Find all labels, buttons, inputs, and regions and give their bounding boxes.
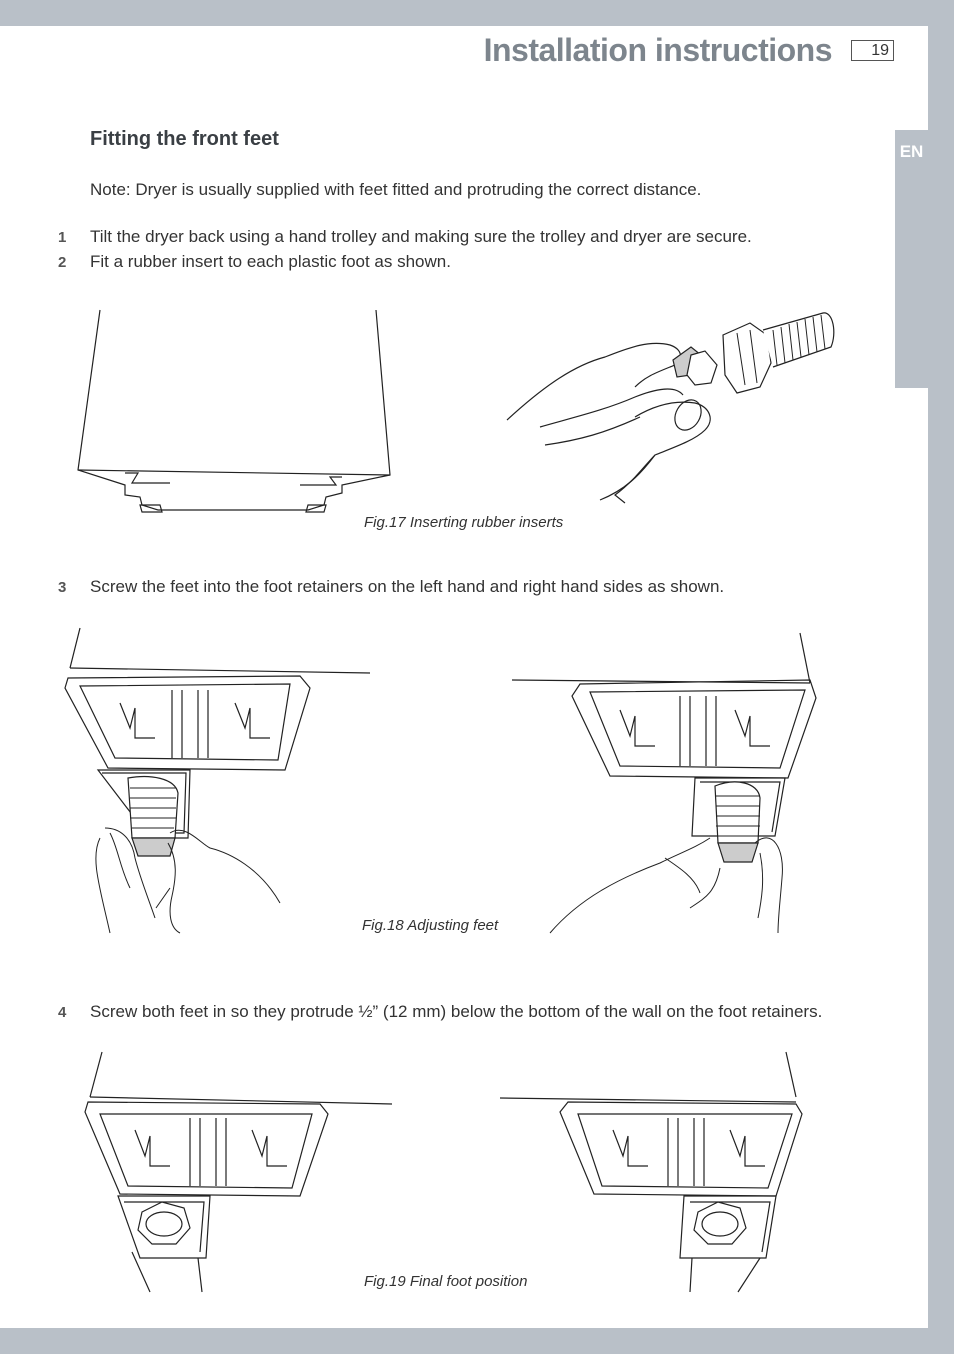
adjusting-foot-left-illustration <box>60 628 380 933</box>
page-title: Installation instructions <box>483 32 832 68</box>
fig18-caption: Fig.18 Adjusting feet <box>362 917 499 934</box>
step-1-number: 1 <box>58 229 67 246</box>
step-3-text: Screw the feet into the foot retainers on the left hand and right hand sides as shown. <box>90 577 725 596</box>
final-foot-right-illustration <box>498 1052 818 1292</box>
step-4-number: 4 <box>58 1004 67 1021</box>
language-tab[interactable] <box>895 130 928 388</box>
section-heading: Fitting the front feet <box>90 128 279 150</box>
step-1-text: Tilt the dryer back using a hand trolley and making sure the trolley and dryer are secure. <box>90 227 752 246</box>
fig19-caption: Fig.19 Final foot position <box>364 1273 528 1290</box>
hand-inserting-insert-illustration <box>505 305 840 510</box>
final-foot-left-illustration <box>80 1052 400 1292</box>
page-number: 19 <box>851 40 894 61</box>
step-2-number: 2 <box>58 254 67 271</box>
step-2-text: Fit a rubber insert to each plastic foot as shown. <box>90 252 451 271</box>
step-3-number: 3 <box>58 579 67 596</box>
step-4-text: Screw both feet in so they protrude ½” (12 mm) below the bottom of the wall on the foot retainers. <box>90 1002 823 1021</box>
fig17-caption: Fig.17 Inserting rubber inserts <box>364 514 564 531</box>
note-text: Note: Dryer is usually supplied with feet fitted and protruding the correct distance. <box>90 180 702 199</box>
adjusting-foot-right-illustration <box>510 628 830 933</box>
language-tab-label: EN <box>899 142 924 161</box>
dryer-bottom-illustration <box>70 305 400 520</box>
